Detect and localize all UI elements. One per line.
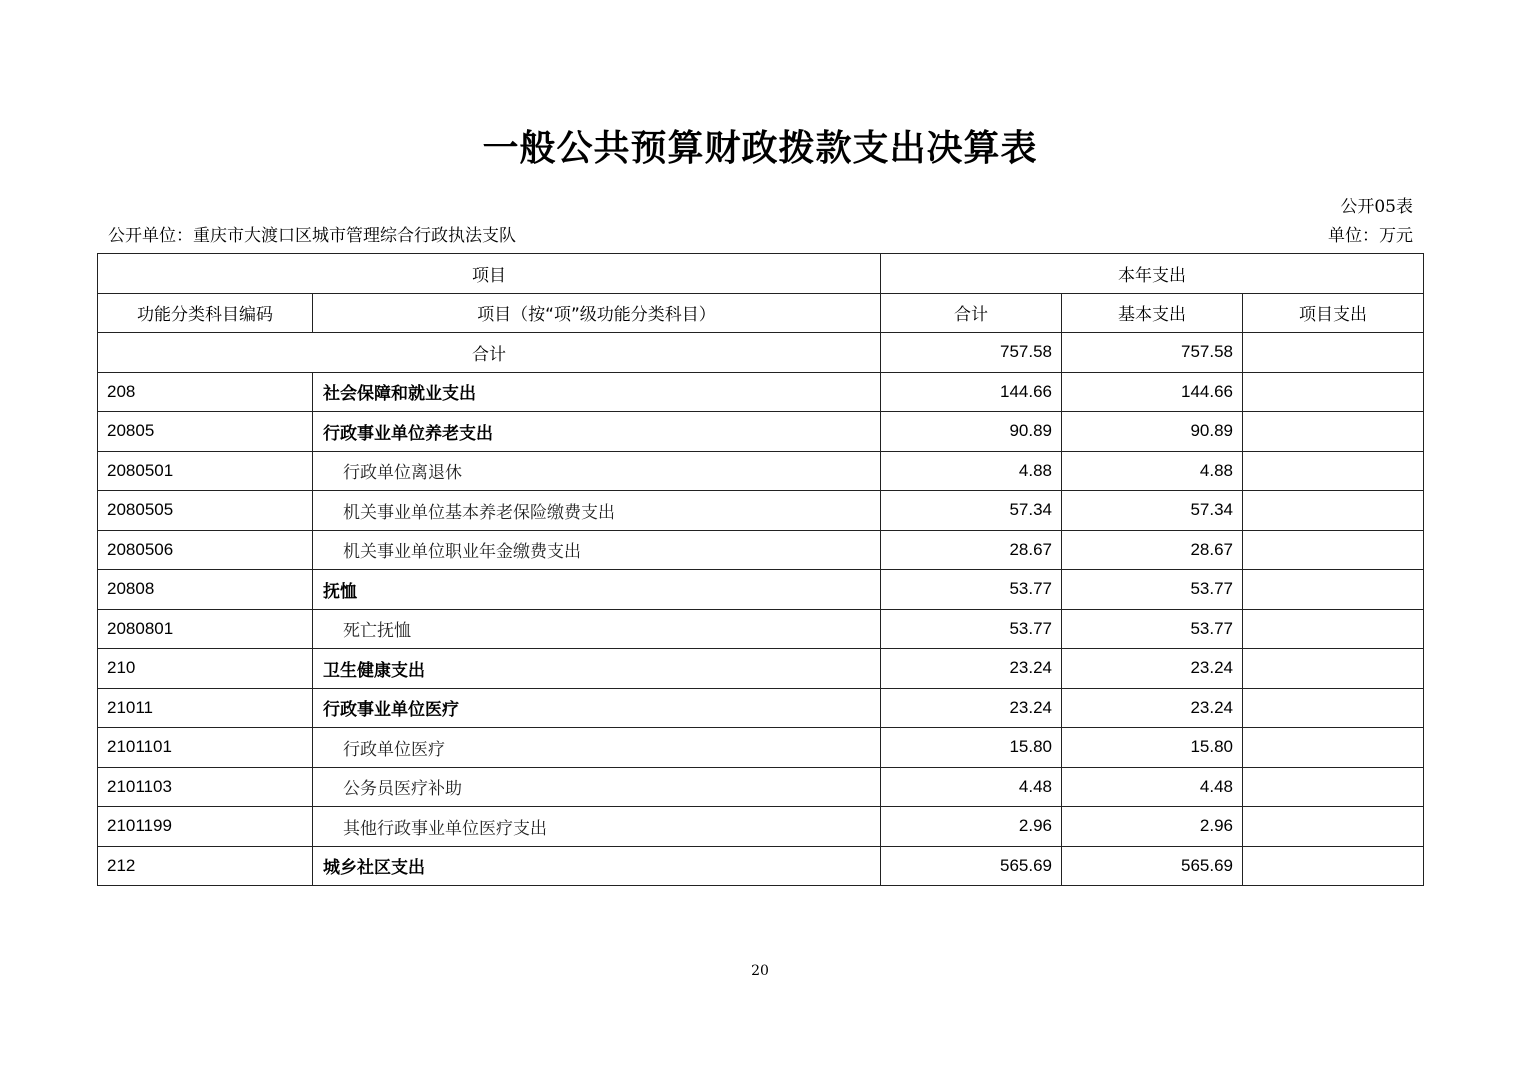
currency-unit: 单位：万元 bbox=[1328, 226, 1413, 246]
row-project bbox=[1243, 570, 1424, 610]
row-total: 2.96 bbox=[881, 807, 1062, 847]
row-basic: 2.96 bbox=[1062, 807, 1243, 847]
row-basic: 28.67 bbox=[1062, 530, 1243, 570]
header-name: 项目（按“项”级功能分类科目） bbox=[313, 293, 881, 333]
row-total: 4.88 bbox=[881, 451, 1062, 491]
row-name: 卫生健康支出 bbox=[313, 649, 881, 689]
row-project bbox=[1243, 372, 1424, 412]
table-row bbox=[98, 609, 1424, 649]
row-project bbox=[1243, 609, 1424, 649]
table-row bbox=[98, 372, 1424, 412]
row-code: 20805 bbox=[98, 412, 313, 452]
header-item-group: 项目 bbox=[98, 254, 881, 294]
table-row bbox=[98, 807, 1424, 847]
total-basic: 757.58 bbox=[1062, 333, 1243, 373]
table-row bbox=[98, 451, 1424, 491]
page-title: 一般公共预算财政拨款支出决算表 bbox=[482, 128, 1038, 169]
row-name: 行政事业单位养老支出 bbox=[313, 412, 881, 452]
header-group-row bbox=[98, 254, 1424, 294]
row-total: 23.24 bbox=[881, 649, 1062, 689]
row-name: 其他行政事业单位医疗支出 bbox=[313, 807, 881, 847]
row-basic: 4.48 bbox=[1062, 767, 1243, 807]
row-project bbox=[1243, 649, 1424, 689]
row-total: 53.77 bbox=[881, 609, 1062, 649]
row-project bbox=[1243, 688, 1424, 728]
reporting-unit: 公开单位：重庆市大渡口区城市管理综合行政执法支队 bbox=[108, 226, 516, 246]
row-name: 城乡社区支出 bbox=[313, 846, 881, 886]
row-code: 208 bbox=[98, 372, 313, 412]
row-total: 23.24 bbox=[881, 688, 1062, 728]
row-name: 行政单位医疗 bbox=[313, 728, 881, 768]
table-row bbox=[98, 767, 1424, 807]
row-code: 2101199 bbox=[98, 807, 313, 847]
row-name: 社会保障和就业支出 bbox=[313, 372, 881, 412]
total-project bbox=[1243, 333, 1424, 373]
row-basic: 4.88 bbox=[1062, 451, 1243, 491]
header-total: 合计 bbox=[881, 293, 1062, 333]
row-basic: 15.80 bbox=[1062, 728, 1243, 768]
table-row bbox=[98, 570, 1424, 610]
row-project bbox=[1243, 767, 1424, 807]
row-name: 公务员医疗补助 bbox=[313, 767, 881, 807]
row-total: 4.48 bbox=[881, 767, 1062, 807]
header-basic: 基本支出 bbox=[1062, 293, 1243, 333]
row-project bbox=[1243, 451, 1424, 491]
row-basic: 90.89 bbox=[1062, 412, 1243, 452]
header-code: 功能分类科目编码 bbox=[98, 293, 313, 333]
row-name: 机关事业单位职业年金缴费支出 bbox=[313, 530, 881, 570]
row-name: 行政事业单位医疗 bbox=[313, 688, 881, 728]
table-row bbox=[98, 846, 1424, 886]
row-code: 2101103 bbox=[98, 767, 313, 807]
total-label: 合计 bbox=[98, 333, 881, 373]
row-basic: 23.24 bbox=[1062, 688, 1243, 728]
expenditure-table bbox=[97, 253, 1424, 886]
row-name: 抚恤 bbox=[313, 570, 881, 610]
row-basic: 53.77 bbox=[1062, 609, 1243, 649]
row-code: 2080501 bbox=[98, 451, 313, 491]
header-year-group: 本年支出 bbox=[881, 254, 1424, 294]
row-name: 死亡抚恤 bbox=[313, 609, 881, 649]
row-code: 20808 bbox=[98, 570, 313, 610]
page-number: 20 bbox=[751, 963, 769, 979]
row-project bbox=[1243, 412, 1424, 452]
row-basic: 53.77 bbox=[1062, 570, 1243, 610]
row-code: 2080801 bbox=[98, 609, 313, 649]
table-row bbox=[98, 728, 1424, 768]
row-total: 57.34 bbox=[881, 491, 1062, 531]
row-code: 210 bbox=[98, 649, 313, 689]
table-row bbox=[98, 649, 1424, 689]
total-amount: 757.58 bbox=[881, 333, 1062, 373]
row-code: 212 bbox=[98, 846, 313, 886]
row-code: 21011 bbox=[98, 688, 313, 728]
row-basic: 23.24 bbox=[1062, 649, 1243, 689]
row-total: 15.80 bbox=[881, 728, 1062, 768]
table-row bbox=[98, 688, 1424, 728]
row-name: 行政单位离退休 bbox=[313, 451, 881, 491]
row-total: 144.66 bbox=[881, 372, 1062, 412]
row-project bbox=[1243, 807, 1424, 847]
row-total: 565.69 bbox=[881, 846, 1062, 886]
row-project bbox=[1243, 491, 1424, 531]
row-basic: 144.66 bbox=[1062, 372, 1243, 412]
row-name: 机关事业单位基本养老保险缴费支出 bbox=[313, 491, 881, 531]
row-basic: 57.34 bbox=[1062, 491, 1243, 531]
row-total: 90.89 bbox=[881, 412, 1062, 452]
form-number: 公开05表 bbox=[1340, 197, 1413, 217]
row-total: 28.67 bbox=[881, 530, 1062, 570]
header-column-row bbox=[98, 293, 1424, 333]
row-code: 2080506 bbox=[98, 530, 313, 570]
row-total: 53.77 bbox=[881, 570, 1062, 610]
table-row bbox=[98, 530, 1424, 570]
header-project: 项目支出 bbox=[1243, 293, 1424, 333]
row-project bbox=[1243, 728, 1424, 768]
table-row bbox=[98, 412, 1424, 452]
row-code: 2080505 bbox=[98, 491, 313, 531]
row-code: 2101101 bbox=[98, 728, 313, 768]
row-project bbox=[1243, 530, 1424, 570]
table-row bbox=[98, 491, 1424, 531]
row-project bbox=[1243, 846, 1424, 886]
total-row bbox=[98, 333, 1424, 373]
row-basic: 565.69 bbox=[1062, 846, 1243, 886]
